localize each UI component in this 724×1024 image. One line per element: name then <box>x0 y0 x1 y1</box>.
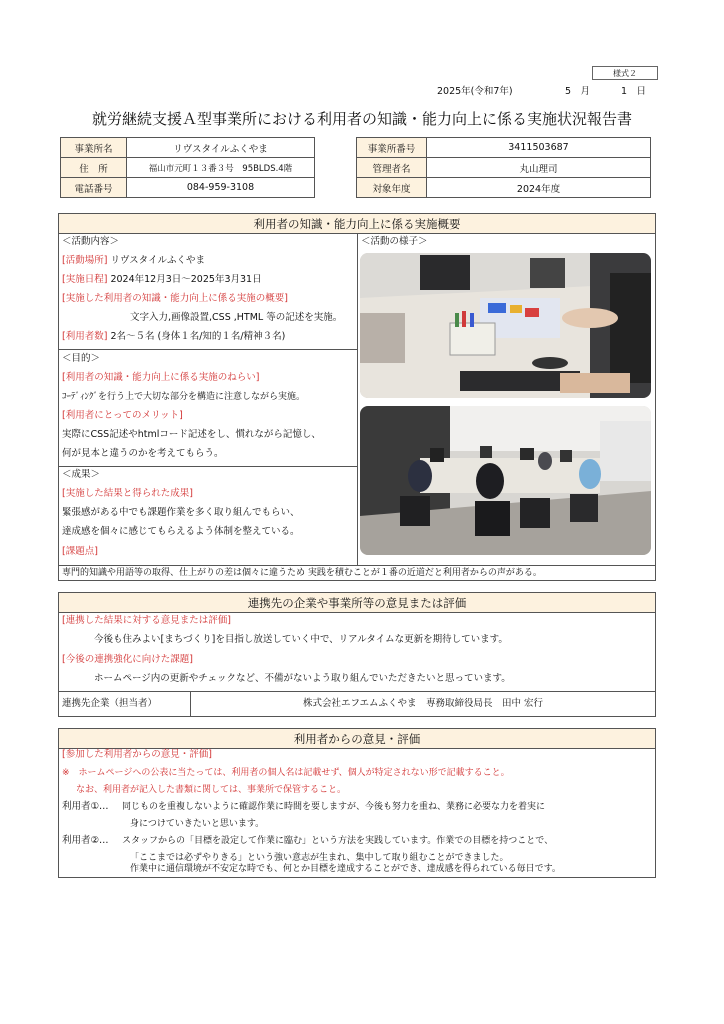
summary-label: [実施した利用者の知識・能力向上に係る実施の概要] <box>62 293 288 304</box>
merit-line-2: 何が見本と違うのかを考えてもらう。 <box>62 448 224 459</box>
date-year: 2025年(令和7年) <box>437 86 513 97</box>
facility-info-table <box>60 137 315 198</box>
activity-photo-1 <box>360 253 651 398</box>
aim-label: [利用者の知識・能力向上に係る実施のねらい] <box>62 372 260 383</box>
desk-closeup-photo-icon <box>360 253 651 398</box>
schedule-label: [実施日程] <box>62 274 108 285</box>
partner-label: 連携先企業（担当者） <box>62 698 158 709</box>
phone-label: 電話番号 <box>61 178 127 198</box>
manager-label: 管理者名 <box>357 158 427 178</box>
fiscal-year-label: 対象年度 <box>357 178 427 198</box>
section3-header: 利用者からの意見・評価 <box>59 729 655 749</box>
facility-name-label: 事業所名 <box>61 138 127 158</box>
note-2: なお、利用者が記入した書類に関しては、事業所で保管すること。 <box>76 785 347 795</box>
opinion-label: [連携した結果に対する意見または評価] <box>62 615 231 626</box>
office-number-value: 3411503687 <box>427 138 651 158</box>
issue-value: 専門的知識や用語等の取得、仕上がりの差は個々に違うため 実践を積むことが１番の近道だと利用者からの声がある。 <box>62 568 542 578</box>
facility-name-value: リヴスタイルふくやま <box>127 138 315 158</box>
result-heading: ＜成果＞ <box>62 469 101 480</box>
form-number: 様式２ <box>592 66 658 80</box>
feedback-label: [参加した利用者からの意見・評価] <box>62 749 212 760</box>
page-title: 就労継続支援Ａ型事業所における利用者の知識・能力向上に係る実施状況報告書 <box>91 110 632 128</box>
result-label: [実施した結果と得られた成果] <box>62 488 193 499</box>
result-line-1: 緊張感がある中でも課題作業を多く取り組んでもらい、 <box>62 507 300 518</box>
user1-line-1: 同じものを重複しないように確認作業に時間を要しますが、今後も努力を重ね、業務に必要な力を着実に <box>122 802 546 812</box>
office-info-table <box>356 137 651 198</box>
count-row <box>62 330 285 344</box>
partner-value: 株式会社エフエムふくやま 専務取締役局長 田中 宏行 <box>302 698 544 709</box>
activity-heading: ＜活動内容＞ <box>62 236 120 247</box>
date-day: 1 日 <box>621 86 647 97</box>
count-value: 2名～５名 (身体１名/知的１名/精神３名) <box>110 331 286 342</box>
future-label: [今後の連携強化に向けた課題] <box>62 654 193 665</box>
merit-line-1: 実際にCSS記述やhtmlコード記述をし、慣れながら記憶し、 <box>62 429 321 440</box>
phone-value: 084-959-3108 <box>127 178 315 198</box>
manager-value: 丸山理司 <box>427 158 651 178</box>
future-value: ホームページ内の更新やチェックなど、不備がないよう取り組んでいただきたいと思っています。 <box>94 673 511 684</box>
user1-line-2: 身につけていきたいと思います。 <box>130 819 265 829</box>
user1-name: 利用者①… <box>62 801 109 812</box>
opinion-value: 今後も住みよい[まちづくり]を目指し放送していく中で、リアルタイムな更新を期待しています。 <box>94 634 508 645</box>
photo-heading: ＜活動の様子＞ <box>361 236 428 247</box>
count-label: [利用者数] <box>62 331 108 342</box>
purpose-heading: ＜目的＞ <box>62 353 101 364</box>
merit-label: [利用者にとってのメリット] <box>62 410 183 421</box>
activity-photo-2 <box>360 406 651 555</box>
user2-line-3: 作業中に通信環境が不安定な時でも、何とか目標を達成することができ、達成感を得られている毎日です。 <box>130 864 561 874</box>
place-label: [活動場所] <box>62 255 108 266</box>
user2-name: 利用者②… <box>62 835 109 846</box>
result-line-2: 達成感を個々に感じてもらえるよう体制を整えている。 <box>62 526 300 537</box>
note-1: ※ ホームページへの公表に当たっては、利用者の個人名は記載せず、個人が特定されない形で記載すること。 <box>62 768 510 778</box>
summary-value: 文字入力,画像設置,CSS ,HTML 等の記述を実施。 <box>130 312 343 323</box>
office-number-label: 事業所番号 <box>357 138 427 158</box>
address-label: 住 所 <box>61 158 127 178</box>
issue-label: [課題点] <box>62 546 98 557</box>
date-month: 5 月 <box>565 86 591 97</box>
user2-line-1: スタッフからの「目標を設定して作業に臨む」という方法を実践しています。作業での目標を持つことで、 <box>122 836 554 846</box>
schedule-value: 2024年12月3日～2025年3月31日 <box>110 274 262 285</box>
aim-value: ｺｰﾃﾞｨﾝｸﾞを行う上で大切な部分を構造に注意しながら実施。 <box>62 392 306 402</box>
section2-header: 連携先の企業や事業所等の意見または評価 <box>59 593 655 613</box>
place-row <box>62 254 205 268</box>
section1-header: 利用者の知識・能力向上に係る実施概要 <box>59 214 655 234</box>
office-room-photo-icon <box>360 406 651 555</box>
fiscal-year-value: 2024年度 <box>427 178 651 198</box>
schedule-row <box>62 273 262 287</box>
user2-line-2: 「ここまでは必ずやりきる」という強い意志が生まれ、集中して取り組むことができました。 <box>130 853 509 863</box>
address-value: 福山市元町１３番３号 95BLDS.4階 <box>127 158 315 178</box>
place-value: リヴスタイルふくやま <box>110 255 205 266</box>
